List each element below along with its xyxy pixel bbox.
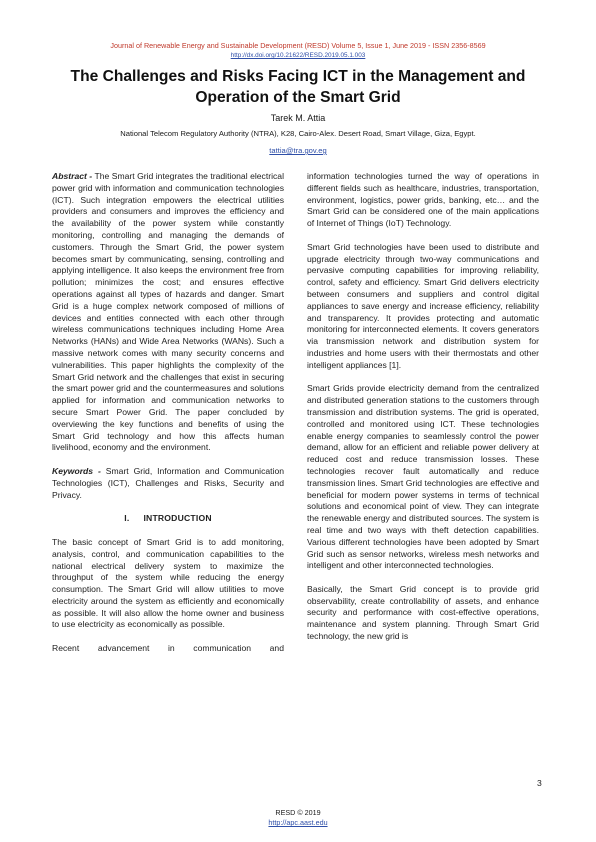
paper-title: The Challenges and Risks Facing ICT in the Management and Operation of the Smart Grid [70, 68, 526, 106]
body-paragraph: Smart Grids provide electricity demand from the centralized and distributed generation stations to the customers through transmission and distribution systems. The grid is operated, controlled and monitored using ICT. These technologies enable energy companies to seamlessly control the power demand, allow for an efficient and reliable power delivery at reduced cost and reduce transmission losses. These technologies recover fault automatically and reduce transmission lines. Smart Grid technologies are effective and beneficial for modern power systems in terms of technical solutions and economical point of view. They can integrate the renewable energy and distributed sources. The system is real time and two ways with theft detection capabilities. Various different technologies have been adopted by Smart Grid such as sensor networks, wireless mesh networks and intelligent and other interconnected technologies. [307, 383, 539, 571]
body-paragraph: The basic concept of Smart Grid is to add monitoring, analysis, control, and communication capabilities to the national electrical delivery system to maximize the throughput of the system while reducing the energy consumption. The Smart Grid will allow utilities to move electricity around the system as efficiently and economically as possible. It will also allow the home owner and business to use electricity as economically as possible. [52, 536, 284, 630]
section-title: INTRODUCTION [143, 513, 212, 524]
journal-header [0, 41, 596, 60]
keywords-text: Smart Grid, Information and Communication Technologies (ICT), Challenges and Risks, Security and Privacy. [52, 465, 285, 500]
author-name: Tarek M. Attia [270, 113, 326, 123]
page-footer [0, 808, 596, 828]
right-column [307, 171, 539, 655]
keywords-label: Keywords - [52, 465, 101, 476]
author-email[interactable]: tattia@tra.gov.eg [269, 146, 327, 155]
journal-info: Journal of Renewable Energy and Sustainable Development (RESD) Volume 5, Issue 1, June 2019 - ISSN 2356-8569 [110, 41, 486, 50]
body-paragraph: Recent advancement in communication and [52, 643, 284, 654]
page-number: 3 [537, 778, 542, 788]
abstract-text: The Smart Grid integrates the traditional electrical power grid with information and communication technologies (ICT). Such integration empowers the electrical utilities providers and consumers and improves the efficiency and the availability of the power system while constantly monitoring, controlling and managing the demands of customers. Through the Smart Grid, the power system becomes smart by communicating, sensing, controlling and applying intelligence. It also keeps the environment free from pollution; minimizes the cost; and ensures effective operations against all types of hazards and danger. Smart Grid is a huge complex network composed of millions of devices and entities connected with each other through wireless communications techniques including Home Area Networks (HANs) and Wide Area Networks (WANs). Such a massive network comes with many security concerns and vulnerabilities. This paper highlights the complexity of the Smart Grid network and the challenges that exist in securing the smart power grid and the countermeasures and solutions applied for information and communication networks to secure Smart Power Grid. The paper concluded by overviewing the key functions and benefits of using the Smart Grid technology and how this affects human livelihood, economy and the environment. [52, 171, 284, 453]
section-number: I. [124, 513, 130, 524]
section-heading [52, 513, 284, 525]
footer-copyright: RESD © 2019 [275, 808, 321, 817]
keywords [52, 466, 284, 501]
author-affiliation: National Telecom Regulatory Authority (NTRA), K28, Cairo-Alex. Desert Road, Smart Village, Giza, Egypt. [120, 129, 476, 138]
abstract-label: Abstract - [52, 171, 93, 181]
body-paragraph: Basically, the Smart Grid concept is to provide grid observability, create controllability of assets, and enhance security and performance with cost-effective operations, maintenance and system planning. Through Smart Grid technology, the new grid is [307, 583, 539, 642]
footer-url[interactable]: http://apc.aast.edu [268, 818, 328, 827]
abstract [52, 171, 284, 454]
doi-link[interactable]: http://dx.doi.org/10.21622/RESD.2019.05.1.003 [230, 52, 366, 59]
body-paragraph: information technologies turned the way of operations in different fields such as healthcare, industries, transportation, environment, logistics, power grids, banking, etc… and the Smart Grid can be considered one of the main applications of Internet of Things (IoT) Technology. [307, 171, 539, 229]
body-paragraph: Smart Grid technologies have been used to distribute and upgrade electricity through two-way communications and pervasive computing capabilities for improving reliability, control, safety and efficiency. Smart Grid delivers electricity between consumers and suppliers and control digital appliances to save energy and increase efficiency, reliability and transparency. It provides protecting and automatic monitoring for interconnected elements. It covers generators via transmission network and distribution system for industries and home users with their thermostats and other intelligent appliances [1]. [307, 241, 539, 370]
left-column [52, 171, 284, 667]
